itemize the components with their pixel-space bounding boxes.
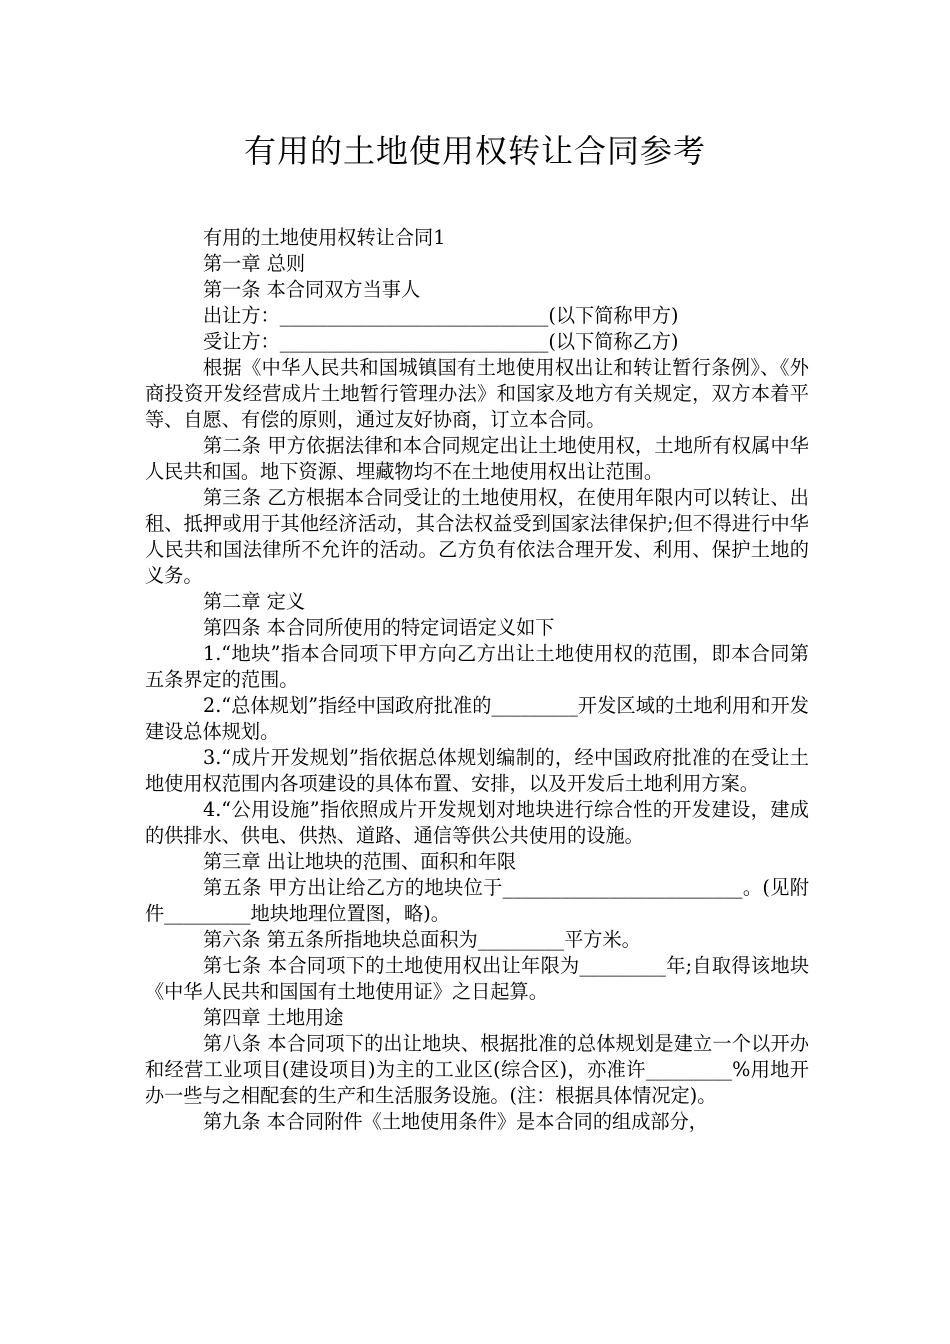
article-paragraph: 第五条 甲方出让给乙方的地块位于_________________________。(见附件_________地块地理位置图，略)。 <box>145 876 809 925</box>
article-paragraph: 第二条 甲方依据法律和本合同规定出让土地使用权，土地所有权属中华人民共和国。地下资源、埋藏物均不在土地使用权出让范围。 <box>145 434 809 483</box>
article-paragraph: 第一条 本合同双方当事人 <box>203 278 421 301</box>
definition-item: 2.“总体规划”指经中国政府批准的_________开发区域的土地利用和开发建设总体规划。 <box>145 694 809 743</box>
transferor-line: 出让方：____________________________(以下简称甲方) <box>203 304 679 327</box>
chapter-heading: 第四章 土地用途 <box>203 1006 344 1029</box>
article-paragraph: 第七条 本合同项下的土地使用权出让年限为_________年;自取得该地块《中华人民共和国国有土地使用证》之日起算。 <box>145 954 809 1003</box>
document-body <box>145 225 809 1135</box>
definition-item: 3.“成片开发规划”指依据总体规划编制的，经中国政府批准的在受让土地使用权范围内各项建设的具体布置、安排，以及开发后土地利用方案。 <box>145 746 809 795</box>
article-paragraph: 第三条 乙方根据本合同受让的土地使用权，在使用年限内可以转让、出租、抵押或用于其他经济活动，其合法权益受到国家法律保护;但不得进行中华人民共和国法律所不允许的活动。乙方负有依法合理开发、利用、保护土地的义务。 <box>145 486 809 587</box>
article-paragraph: 第六条 第五条所指地块总面积为_________平方米。 <box>203 928 641 951</box>
contract-heading: 有用的土地使用权转让合同1 <box>203 226 446 249</box>
chapter-heading: 第一章 总则 <box>203 252 306 275</box>
definition-item: 1.“地块”指本合同项下甲方向乙方出让土地使用权的范围，即本合同第五条界定的范围。 <box>145 642 809 691</box>
transferee-line: 受让方：____________________________(以下简称乙方) <box>203 330 679 353</box>
page-title: 有用的土地使用权转让合同参考 <box>243 132 706 170</box>
article-paragraph: 第八条 本合同项下的出让地块、根据批准的总体规划是建立一个以开办和经营工业项目(建设项目)为主的工业区(综合区)，亦准许_________%用地开办一些与之相配套的生产和生活服务设施。(注：根据具体情况定)。 <box>145 1032 809 1107</box>
article-paragraph: 第九条 本合同附件《土地使用条件》是本合同的组成部分， <box>203 1110 708 1133</box>
chapter-heading: 第二章 定义 <box>203 590 306 613</box>
definition-item: 4.“公用设施”指依照成片开发规划对地块进行综合性的开发建设，建成的供排水、供电、供热、道路、通信等供公共使用的设施。 <box>145 798 809 847</box>
article-paragraph: 第四条 本合同所使用的特定词语定义如下 <box>203 616 555 639</box>
chapter-heading: 第三章 出让地块的范围、面积和年限 <box>203 850 517 873</box>
preamble-paragraph: 根据《中华人民共和国城镇国有土地使用权出让和转让暂行条例》、《外商投资开发经营成片土地暂行管理办法》和国家及地方有关规定，双方本着平等、自愿、有偿的原则，通过友好协商，订立本合同。 <box>145 356 809 431</box>
